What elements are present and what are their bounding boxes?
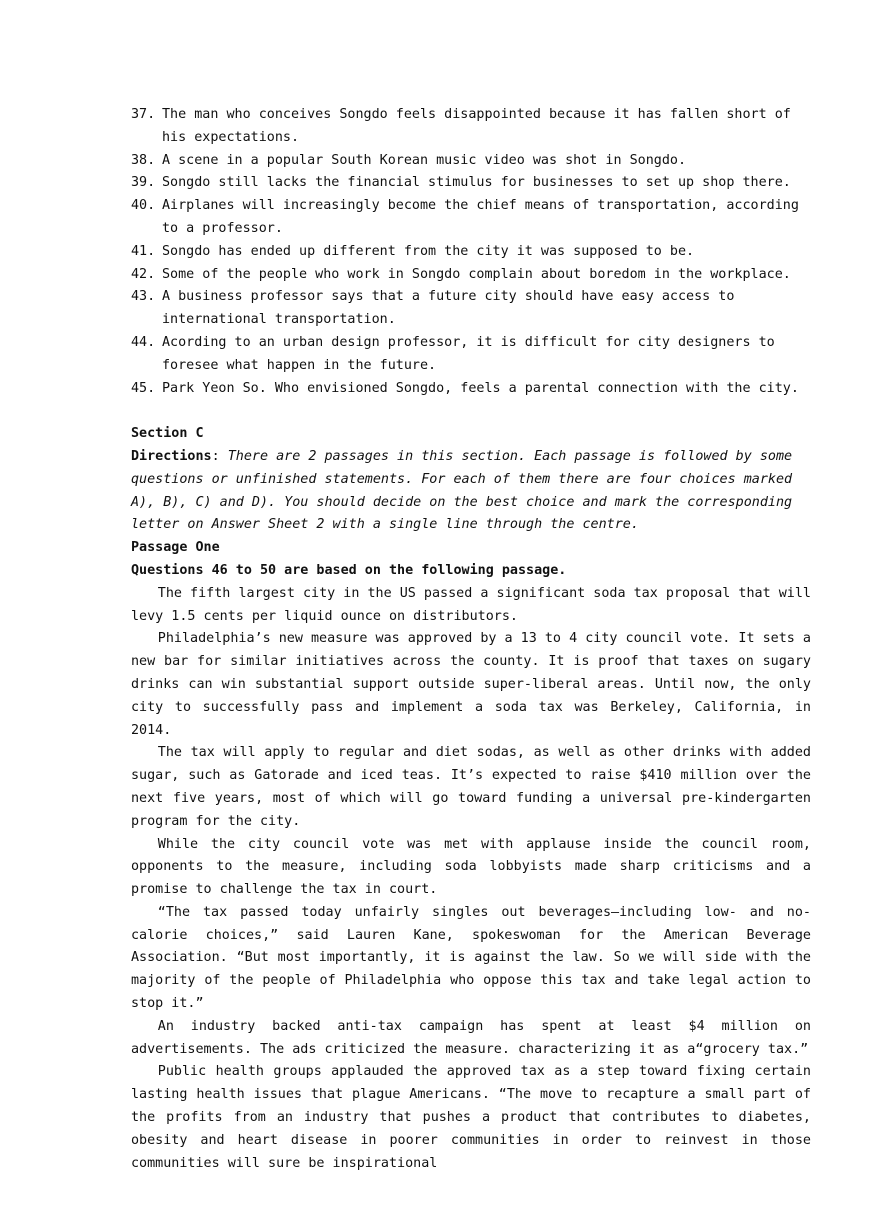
- passage-paragraph: An industry backed anti-tax campaign has spent at least $4 million on advertisements. The ads criticized the measure. characterizing it as a“grocery tax.”: [131, 1018, 811, 1057]
- statement-number: 42.: [131, 266, 156, 282]
- statement-text: Songdo still lacks the financial stimulus for businesses to set up shop there.: [162, 175, 791, 191]
- statement-text: Airplanes will increasingly become the chief means of transportation, according to a professor.: [162, 198, 799, 236]
- passage-paragraph: Public health groups applauded the approved tax as a step toward fixing certain lasting health issues that plague Americans. “The move to recapture a small part of the profits from an industry that pushes a product that contributes to diabetes, obesity and heart disease in poorer communities in order to reinvest in those communities will sure be inspirational: [131, 1064, 811, 1171]
- statement-item: [131, 150, 811, 173]
- passage-body: [131, 583, 811, 1176]
- section-title: Section C: [131, 426, 204, 442]
- statement-item: [131, 104, 811, 150]
- statement-text: Some of the people who work in Songdo complain about boredom in the workplace.: [162, 266, 791, 282]
- directions-text: There are 2 passages in this section. Each passage is followed by some questions or unfinished statements. For each of them there are four choices marked A), B), C) and D). You should decide on the best choice and mark the corresponding letter on Answer Sheet 2 with a single line through the centre.: [131, 448, 793, 533]
- statement-number: 40.: [131, 198, 156, 214]
- statement-list: [131, 104, 811, 400]
- statement-item: [131, 378, 811, 401]
- statement-text: A business professor says that a future city should have easy access to international transportation.: [162, 289, 735, 328]
- passage-paragraph: “The tax passed today unfairly singles out beverages—including low- and no-calorie choices,” said Lauren Kane, spokeswoman for the American Beverage Association. “But most importantly, it is against the law. So we will side with the majority of the people of Philadelphia who oppose this tax and take legal action to stop it.”: [131, 904, 811, 1012]
- statement-item: [131, 286, 811, 332]
- statement-item: [131, 241, 811, 264]
- passage-title: Passage One: [131, 540, 220, 556]
- statement-text: The man who conceives Songdo feels disappointed because it has fallen short of his expectations.: [162, 107, 791, 145]
- passage-paragraph: While the city council vote was met with applause inside the council room, opponents to the measure, including soda lobbyists made sharp criticisms and a promise to challenge the tax in court.: [131, 836, 811, 898]
- statement-item: [131, 195, 811, 241]
- directions-label: Directions: [131, 448, 212, 464]
- statement-text: Park Yeon So. Who envisioned Songdo, feels a parental connection with the city.: [162, 380, 799, 396]
- statement-number: 44.: [131, 334, 156, 350]
- statement-item: [131, 332, 811, 378]
- section-gap: [131, 400, 811, 423]
- statement-item: [131, 172, 811, 195]
- statement-text: A scene in a popular South Korean music video was shot in Songdo.: [162, 152, 687, 168]
- statement-number: 39.: [131, 175, 156, 191]
- statement-text: Songdo has ended up different from the city it was supposed to be.: [162, 243, 695, 259]
- document-page: [131, 104, 811, 1175]
- passage-paragraph: The tax will apply to regular and diet sodas, as well as other drinks with added sugar, such as Gatorade and iced teas. It’s expected to raise $410 million over the next five years, most of which will go toward funding a universal pre-kindergarten program for the city.: [131, 745, 811, 829]
- questions-heading: Questions 46 to 50 are based on the following passage.: [131, 562, 567, 578]
- directions: [131, 446, 811, 537]
- statement-number: 41.: [131, 243, 156, 259]
- statement-number: 38.: [131, 152, 156, 168]
- statement-number: 45.: [131, 380, 156, 396]
- passage-paragraph: The fifth largest city in the US passed a significant soda tax proposal that will levy 1.5 cents per liquid ounce on distributors.: [131, 585, 811, 624]
- passage-paragraph: Philadelphia’s new measure was approved by a 13 to 4 city council vote. It sets a new bar for similar initiatives across the county. It is proof that taxes on sugary drinks can win substantial support outside super-liberal areas. Until now, the only city to successfully pass and implement a soda tax was Berkeley, California, in 2014.: [131, 631, 811, 738]
- directions-colon: :: [211, 448, 220, 464]
- statement-number: 37.: [131, 107, 156, 122]
- statement-text: Acording to an urban design professor, it is difficult for city designers to foresee what happen in the future.: [162, 334, 775, 373]
- statement-number: 43.: [131, 289, 156, 305]
- statement-item: [131, 264, 811, 287]
